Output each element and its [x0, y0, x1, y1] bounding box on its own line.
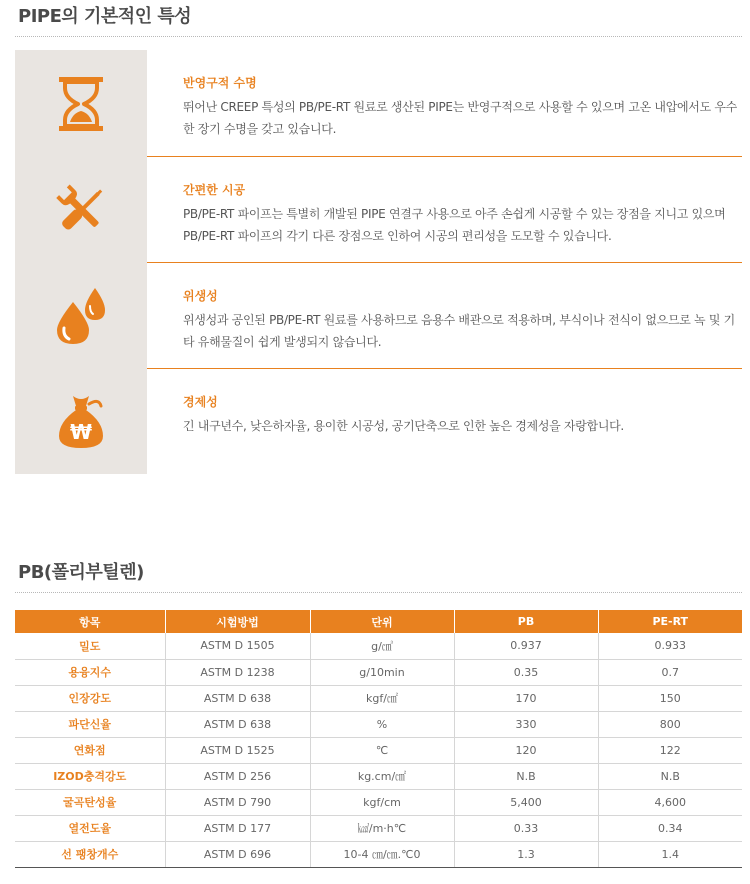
cell-unit: %: [310, 711, 454, 737]
feature-hygiene: [15, 263, 742, 369]
feature-longevity: [15, 50, 742, 157]
feature-title: 간편한 시공: [183, 183, 246, 197]
feature-icon-box: [15, 369, 147, 474]
feature-description: PB/PE-RT 파이프는 특별히 개발된 PIPE 연결구 사용으로 아주 손쉽게 시공할 수 있는 장점을 지니고 있으며 PB/PE-RT 파이프의 각기 다른 장점으로 인하여 시공의 편리성을 도모할 수 있습니다.: [183, 207, 726, 243]
cell-item: 밀도: [15, 633, 165, 659]
cell-item: 선 팽창개수: [15, 841, 165, 867]
cell-pe-rt: 1.4: [598, 841, 742, 867]
feature-description: 위생성과 공인된 PB/PE-RT 원료를 사용하므로 음용수 배관으로 적용하며, 부식이나 전식이 없으므로 녹 및 기타 유해물질이 쉽게 발생되지 않습니다.: [183, 313, 735, 349]
money-bag-icon: [51, 392, 111, 452]
cell-unit: kgf/㎠: [310, 685, 454, 711]
hourglass-icon: [51, 74, 111, 134]
cell-unit: g/10min: [310, 659, 454, 685]
cell-item: 파단신율: [15, 711, 165, 737]
cell-pb: 330: [454, 711, 598, 737]
cell-unit: ℃: [310, 737, 454, 763]
feature-economy: [15, 369, 742, 474]
water-drops-icon: [49, 284, 113, 348]
cell-unit: 10-4 ㎝/㎝.℃0: [310, 841, 454, 867]
table-row: [15, 789, 742, 815]
cell-item: 굴곡탄성율: [15, 789, 165, 815]
cell-method: ASTM D 177: [165, 815, 310, 841]
header-unit: 단위: [310, 610, 454, 633]
table-row: [15, 685, 742, 711]
table-row: [15, 737, 742, 763]
divider: [15, 36, 742, 37]
feature-description: 뛰어난 CREEP 특성의 PB/PE-RT 원료로 생산된 PIPE는 반영구적으로 사용할 수 있으며 고온 내압에서도 우수한 장기 수명을 갖고 있습니다.: [183, 100, 737, 136]
table-row: [15, 659, 742, 685]
svg-text:₩: ₩: [69, 419, 93, 444]
cell-method: ASTM D 638: [165, 685, 310, 711]
cell-item: 열전도율: [15, 815, 165, 841]
header-pb: PB: [454, 610, 598, 633]
table-row: [15, 711, 742, 737]
table-row: [15, 633, 742, 659]
section-title-characteristics: PIPE의 기본적인 특성: [18, 6, 192, 27]
cell-pe-rt: 122: [598, 737, 742, 763]
header-item: 항목: [15, 610, 165, 633]
feature-icon-box: [15, 50, 147, 157]
cell-item: 용융지수: [15, 659, 165, 685]
cell-pb: 120: [454, 737, 598, 763]
cell-pe-rt: 150: [598, 685, 742, 711]
feature-title: 반영구적 수명: [183, 76, 257, 90]
cell-method: ASTM D 1505: [165, 633, 310, 659]
header-pe-rt: PE-RT: [598, 610, 742, 633]
cell-pb: 170: [454, 685, 598, 711]
cell-pb: 0.937: [454, 633, 598, 659]
cell-item: 인장강도: [15, 685, 165, 711]
feature-icon-box: [15, 263, 147, 369]
feature-easy-install: [15, 157, 742, 263]
cell-item: IZOD충격강도: [15, 763, 165, 789]
section-title-pb: PB(폴리부틸렌): [18, 562, 144, 583]
cell-item: 연화점: [15, 737, 165, 763]
feature-icon-box: [15, 157, 147, 263]
table-row: [15, 815, 742, 841]
cell-unit: g/㎤: [310, 633, 454, 659]
cell-pe-rt: 0.34: [598, 815, 742, 841]
cell-method: ASTM D 256: [165, 763, 310, 789]
table-header-row: [15, 610, 742, 633]
header-test-method: 시험방법: [165, 610, 310, 633]
cell-unit: kgf/cm: [310, 789, 454, 815]
properties-table: [15, 610, 742, 868]
cell-pb: 5,400: [454, 789, 598, 815]
cell-method: ASTM D 638: [165, 711, 310, 737]
cell-pe-rt: 4,600: [598, 789, 742, 815]
wrench-screwdriver-icon: [51, 180, 111, 240]
cell-unit: kg.cm/㎠: [310, 763, 454, 789]
cell-pb: 0.35: [454, 659, 598, 685]
cell-unit: ㎉/m·h℃: [310, 815, 454, 841]
cell-pb: 0.33: [454, 815, 598, 841]
table-row: [15, 763, 742, 789]
cell-pb: N.B: [454, 763, 598, 789]
cell-pe-rt: 800: [598, 711, 742, 737]
feature-title: 경제성: [183, 395, 218, 409]
cell-method: ASTM D 1525: [165, 737, 310, 763]
cell-method: ASTM D 790: [165, 789, 310, 815]
cell-pb: 1.3: [454, 841, 598, 867]
table-row: [15, 841, 742, 867]
cell-method: ASTM D 696: [165, 841, 310, 867]
cell-pe-rt: 0.933: [598, 633, 742, 659]
cell-method: ASTM D 1238: [165, 659, 310, 685]
cell-pe-rt: N.B: [598, 763, 742, 789]
feature-description: 긴 내구년수, 낮은하자율, 용이한 시공성, 공기단축으로 인한 높은 경제성을 자랑합니다.: [183, 419, 624, 433]
divider: [15, 592, 742, 593]
cell-pe-rt: 0.7: [598, 659, 742, 685]
feature-title: 위생성: [183, 289, 218, 303]
